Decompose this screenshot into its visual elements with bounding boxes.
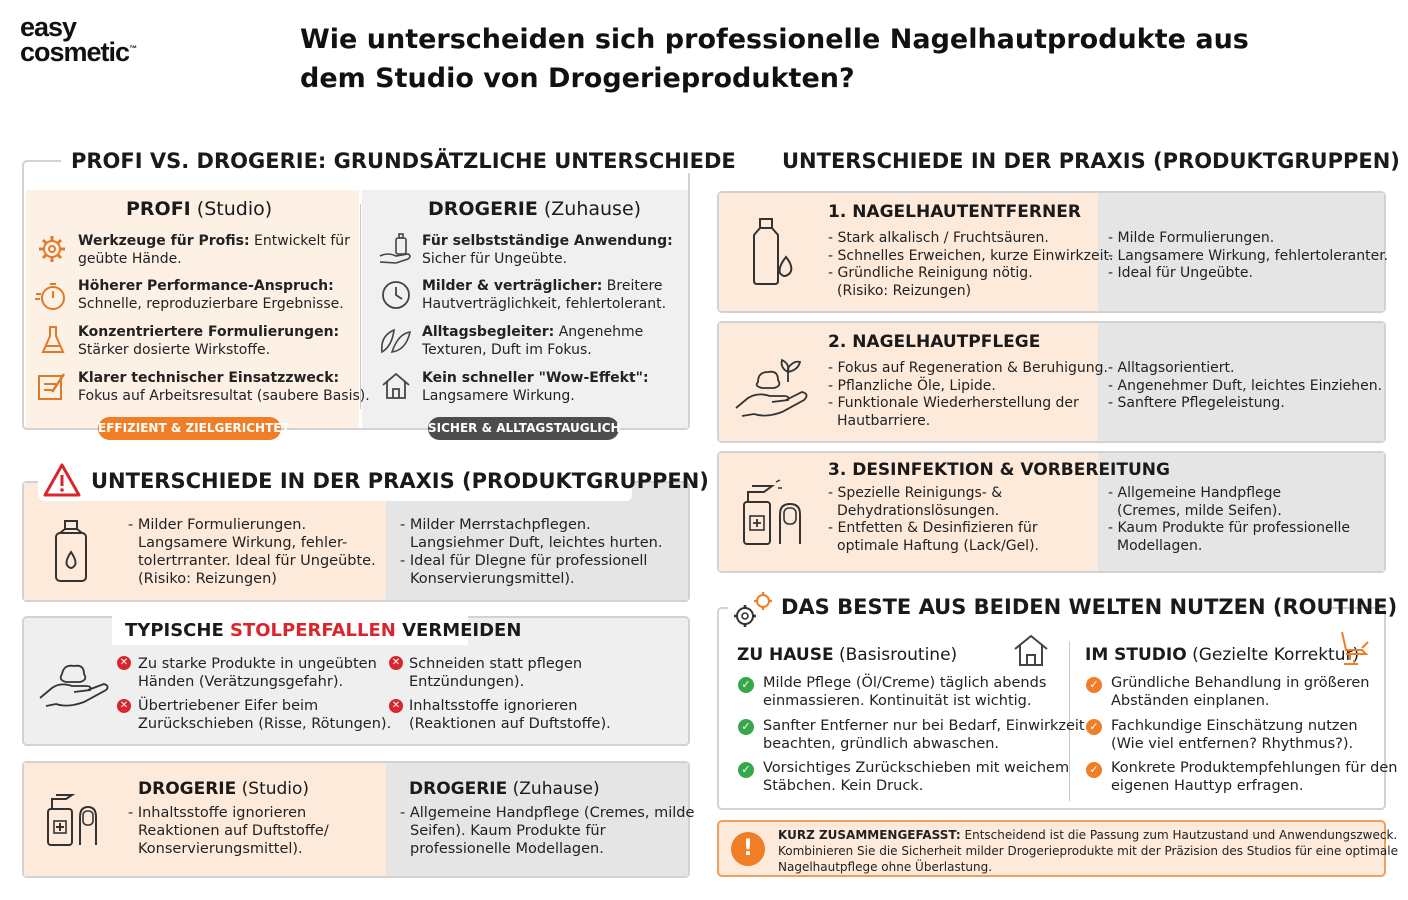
basics-heading: PROFI VS. DROGERIE: GRUNDSÄTZLICHE UNTERSCHIEDE — [61, 149, 746, 173]
profi-item-4: Klarer technischer Einsatzzweck: Fokus auf Arbeitsresultat (saubere Basis). — [78, 370, 370, 404]
spray-bottle-icon — [44, 787, 104, 849]
x-icon: ✕ — [389, 699, 403, 713]
praxis-left-profi: - Milder Formulierungen. Langsamere Wirkung, fehler- tolertrranter. Ideal für Ungeübte. (Risiko: Reizungen) — [128, 517, 376, 587]
group-2-drogerie: - Alltagsorientiert. - Angenehmer Duft, leichtes Einziehen. - Sanftere Pflegeleistung. — [1108, 360, 1383, 411]
studio-item-2: Fachkundige Einschätzung nutzen (Wie viel entfernen? Rhythmus?). — [1111, 718, 1358, 752]
bottle-icon — [52, 519, 90, 585]
group-3-drogerie: - Allgemeine Handpflege (Cremes, milde Seifen). - Kaum Produkte für professionelle Modellagen. — [1108, 485, 1350, 554]
drogerie-title: DROGERIE (Zuhause) — [428, 198, 642, 220]
home-item-2: Sanfter Entferner nur bei Bedarf, Einwirkzeit beachten, gründlich abwaschen. — [763, 718, 1085, 752]
gear-icon — [36, 233, 68, 265]
bottom-right-title: DROGERIE (Zuhause) — [409, 779, 600, 799]
profi-item-2: Höherer Performance-Anspruch: Schnelle, reproduzierbare Ergebnisse. — [78, 278, 344, 312]
pitfalls-heading: TYPISCHE STOLPERFALLEN VERMEIDEN — [125, 620, 522, 641]
house-icon — [1012, 632, 1050, 668]
bottle-icon — [746, 217, 798, 287]
warning-icon — [42, 462, 82, 498]
hand-plant-icon — [734, 346, 812, 418]
x-icon: ✕ — [117, 699, 131, 713]
x-icon: ✕ — [389, 656, 403, 670]
pitfall-right-2: Inhaltsstoffe ignorieren (Reaktionen auf Duftstoffe). — [409, 698, 611, 732]
group-3-title: 3. DESINFEKTION & VORBEREITUNG — [828, 460, 1170, 480]
spray-bottle-icon — [740, 478, 806, 548]
check-icon: ✓ — [1086, 677, 1102, 693]
group-2-title: 2. NAGELHAUTPFLEGE — [828, 332, 1041, 352]
group-2-profi: - Fokus auf Regeneration & Beruhigung. - Pflanzliche Öle, Lipide. - Funktionale Wiederherstellung der Hautbarriere. — [828, 360, 1108, 429]
bottom-left-text: - Inhaltsstoffe ignorieren Reaktionen auf Duftstoffe/ Konservierungsmittel). — [128, 805, 329, 857]
x-icon: ✕ — [117, 656, 131, 670]
drogerie-badge: SICHER & ALLTAGSTAUGLICH — [428, 417, 619, 440]
bottom-left-title: DROGERIE (Studio) — [138, 779, 310, 799]
check-icon: ✓ — [1086, 762, 1102, 778]
check-icon: ✓ — [738, 677, 754, 693]
page-title: Wie unterscheiden sich professionelle Nagelhautprodukte aus dem Studio von Drogerieprodukten? — [300, 24, 1249, 94]
studio-item-3: Konkrete Produktempfehlungen für den eigenen Hauttyp erfragen. — [1111, 760, 1398, 794]
drogerie-item-4: Kein schneller "Wow-Effekt": Langsamere Wirkung. — [422, 370, 649, 404]
home-item-3: Vorsichtiges Zurückschieben mit weichem Stäbchen. Kein Druck. — [763, 760, 1070, 794]
home-title: ZU HAUSE (Basisroutine) — [737, 645, 958, 665]
praxis-right-heading: UNTERSCHIEDE IN DER PRAXIS (PRODUKTGRUPPEN) — [782, 149, 1400, 173]
clock-icon — [380, 279, 412, 311]
hand-cream-icon — [38, 660, 110, 710]
check-icon: ✓ — [738, 719, 754, 735]
check-icon: ✓ — [1086, 719, 1102, 735]
group-1-title: 1. NAGELHAUTENTFERNER — [828, 202, 1081, 222]
check-icon: ✓ — [738, 762, 754, 778]
exclamation-icon: ! — [731, 832, 765, 866]
house-icon — [380, 370, 412, 402]
bottom-right-text: - Allgemeine Handpflege (Cremes, milde Seifen). Kaum Produkte für professionelle Modellagen. — [400, 805, 695, 857]
pitfall-right-1: Schneiden statt pflegen Entzündungen). — [409, 656, 583, 690]
profi-badge: EFFIZIENT & ZIELGERICHTET — [98, 417, 281, 440]
routine-heading: DAS BESTE AUS BEIDEN WELTEN NUTZEN (ROUTINE) — [781, 595, 1398, 619]
group-1-drogerie: - Milde Formulierungen. - Langsamere Wirkung, fehlertoleranter. - Ideal für Ungeübte. — [1108, 230, 1389, 281]
flask-icon — [40, 324, 66, 356]
summary-text: KURZ ZUSAMMENGEFASST: Entscheidend ist die Passung zum Hautzustand und Anwendungszweck. Kombinieren Sie die Sicherheit milder Drogerieprodukte mit der Präzision des Studios für eine optimale Nagelhautpflege ohne Überlastung. — [778, 828, 1398, 874]
profi-title: PROFI (Studio) — [126, 198, 273, 220]
pitfall-left-1: Zu starke Produkte in ungeübten Händen (Verätzungsgefahr). — [138, 656, 377, 690]
group-1-profi: - Stark alkalisch / Fruchtsäuren. - Schnelles Erweichen, kurze Einwirkzeit. - Gründliche Reinigung nötig. (Risiko: Reizungen) — [828, 230, 1114, 299]
profi-item-1: Werkzeuge für Profis: Entwickelt für geübte Hände. — [78, 233, 350, 267]
praxis-left-heading: UNTERSCHIEDE IN DER PRAXIS (PRODUKTGRUPPEN) — [91, 469, 709, 493]
drogerie-item-2: Milder & verträglicher: Breitere Hautverträglichkeit, fehlertolerant. — [422, 278, 667, 312]
studio-title: IM STUDIO (Gezielte Korrektur) — [1085, 645, 1360, 665]
clipboard-icon — [36, 370, 68, 402]
gears-icon — [731, 589, 777, 631]
praxis-left-drogerie: - Milder Merrstachpflegen. Langsiehmer Duft, leichtes hurten. - Ideal für Dlegne für professionell Konservierungsmittel). — [400, 517, 663, 587]
home-item-1: Milde Pflege (Öl/Creme) täglich abends einmassieren. Kontinuität ist wichtig. — [763, 675, 1047, 709]
group-3-profi: - Spezielle Reinigungs- & Dehydrationslösungen. - Entfetten & Desinfizieren für optimale Haftung (Lack/Gel). — [828, 485, 1039, 554]
bottle-hand-icon — [378, 232, 414, 266]
logo — [20, 12, 138, 67]
drogerie-item-3: Alltagsbegleiter: Angenehme Texturen, Duft im Fokus. — [422, 324, 644, 358]
profi-item-3: Konzentriertere Formulierungen: Stärker dosierte Wirkstoffe. — [78, 324, 340, 358]
drogerie-item-1: Für selbstständige Anwendung: Sicher für Ungeübte. — [422, 233, 673, 267]
pitfall-left-2: Übertriebener Eifer beim Zurückschieben (Risse, Rötungen). — [138, 698, 392, 732]
studio-item-1: Gründliche Behandlung in größeren Abständen einplanen. — [1111, 675, 1370, 709]
stopwatch-icon — [34, 280, 68, 312]
salon-chair-icon — [1336, 628, 1374, 668]
logo-line2: cosmetic™ — [20, 37, 138, 67]
leaf-icon — [378, 326, 412, 356]
logo-line1: easy — [20, 12, 77, 42]
